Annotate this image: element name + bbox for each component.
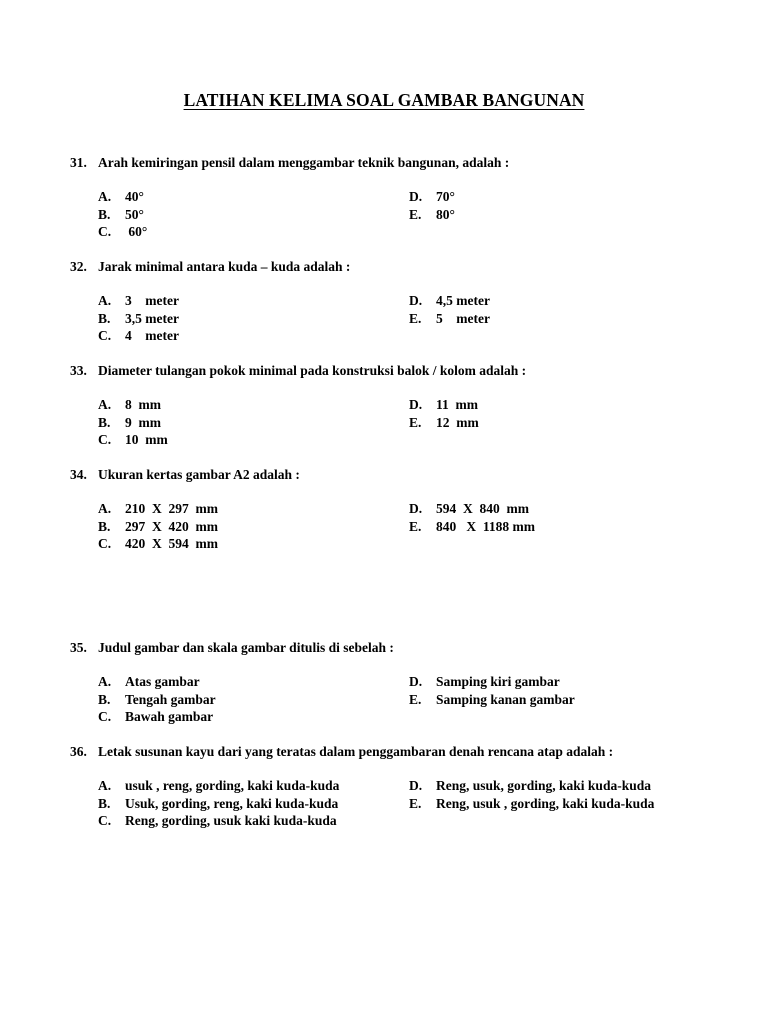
- option-text: 60°: [125, 224, 148, 239]
- option-text: Samping kanan gambar: [436, 691, 575, 707]
- question-prompt: Letak susunan kayu dari yang teratas dalam penggambaran denah rencana atap adalah :: [98, 744, 614, 759]
- option-d: [409, 396, 478, 414]
- option-e: [409, 206, 455, 224]
- option-e: [409, 310, 490, 328]
- option-a: [98, 292, 179, 310]
- option-a: [98, 188, 144, 206]
- option-text: Samping kiri gambar: [436, 674, 560, 689]
- question-text: [70, 639, 730, 657]
- option-letter: E.: [409, 310, 422, 326]
- option-text: 12 mm: [436, 414, 479, 430]
- question-prompt: Judul gambar dan skala gambar ditulis di sebelah :: [98, 640, 394, 655]
- option-text: 3 meter: [125, 293, 179, 308]
- option-b: [98, 310, 179, 328]
- option-a: [98, 396, 161, 414]
- question-text: [70, 362, 730, 380]
- question-text: [70, 258, 730, 276]
- option-text: 10 mm: [125, 432, 168, 447]
- question-text: [70, 154, 730, 172]
- option-letter: E.: [409, 691, 422, 707]
- option-text: 5 meter: [436, 310, 490, 326]
- option-text: Reng, gording, usuk kaki kuda-kuda: [125, 813, 337, 828]
- option-e: [409, 795, 654, 813]
- option-c: [98, 708, 213, 726]
- option-e: [409, 518, 535, 536]
- option-letter: D.: [409, 778, 423, 793]
- question-32: [70, 258, 730, 343]
- option-letter: D.: [409, 189, 423, 204]
- option-text: usuk , reng, gording, kaki kuda-kuda: [125, 778, 340, 793]
- option-b: [98, 518, 218, 536]
- option-letter: B.: [98, 310, 111, 326]
- option-text: 594 X 840 mm: [436, 501, 529, 516]
- option-c: [98, 431, 168, 449]
- option-letter: C.: [98, 432, 112, 447]
- question-33: [70, 362, 730, 447]
- option-letter: C.: [98, 224, 112, 239]
- option-a: [98, 500, 218, 518]
- option-letter: C.: [98, 709, 112, 724]
- option-text: Usuk, gording, reng, kaki kuda-kuda: [125, 795, 339, 811]
- question-text: [70, 466, 730, 484]
- option-b: [98, 691, 216, 709]
- option-letter: A.: [98, 674, 112, 689]
- option-b: [98, 414, 161, 432]
- option-letter: C.: [98, 328, 112, 343]
- option-letter: C.: [98, 536, 112, 551]
- option-b: [98, 795, 338, 813]
- option-e: [409, 691, 575, 709]
- question-number: 33.: [70, 363, 87, 378]
- option-text: 4,5 meter: [436, 293, 490, 308]
- question-prompt: Ukuran kertas gambar A2 adalah :: [98, 467, 300, 482]
- question-prompt: Arah kemiringan pensil dalam menggambar teknik bangunan, adalah :: [98, 155, 510, 170]
- option-c: [98, 327, 179, 345]
- option-text: 840 X 1188 mm: [436, 518, 535, 534]
- option-letter: B.: [98, 795, 111, 811]
- option-letter: E.: [409, 206, 422, 222]
- option-d: [409, 500, 529, 518]
- option-text: 210 X 297 mm: [125, 501, 218, 516]
- option-letter: D.: [409, 674, 423, 689]
- option-letter: D.: [409, 397, 423, 412]
- option-text: 80°: [436, 206, 455, 222]
- question-36: [70, 743, 730, 828]
- option-d: [409, 292, 490, 310]
- option-text: 70°: [436, 189, 455, 204]
- option-text: 40°: [125, 189, 144, 204]
- question-34: [70, 466, 730, 551]
- option-letter: E.: [409, 795, 422, 811]
- question-number: 31.: [70, 155, 87, 170]
- option-letter: E.: [409, 414, 422, 430]
- option-letter: D.: [409, 501, 423, 516]
- option-letter: B.: [98, 206, 111, 222]
- question-number: 32.: [70, 259, 87, 274]
- question-prompt: Diameter tulangan pokok minimal pada konstruksi balok / kolom adalah :: [98, 363, 527, 378]
- option-letter: B.: [98, 414, 111, 430]
- option-text: Bawah gambar: [125, 709, 214, 724]
- option-letter: A.: [98, 501, 112, 516]
- option-letter: A.: [98, 293, 112, 308]
- option-text: 11 mm: [436, 397, 478, 412]
- question-number: 35.: [70, 640, 87, 655]
- option-text: Reng, usuk, gording, kaki kuda-kuda: [436, 778, 651, 793]
- option-c: [98, 535, 218, 553]
- option-text: 3,5 meter: [125, 310, 179, 326]
- option-letter: E.: [409, 518, 422, 534]
- option-letter: B.: [98, 691, 111, 707]
- option-text: 420 X 594 mm: [125, 536, 218, 551]
- option-letter: A.: [98, 189, 112, 204]
- option-d: [409, 777, 651, 795]
- option-b: [98, 206, 144, 224]
- option-letter: B.: [98, 518, 111, 534]
- option-c: [98, 812, 337, 830]
- option-c: [98, 223, 147, 241]
- option-text: Atas gambar: [125, 674, 200, 689]
- question-text: [70, 743, 730, 761]
- option-text: 297 X 420 mm: [125, 518, 218, 534]
- option-letter: A.: [98, 397, 112, 412]
- option-a: [98, 777, 339, 795]
- option-d: [409, 188, 455, 206]
- option-letter: C.: [98, 813, 112, 828]
- option-text: 8 mm: [125, 397, 161, 412]
- question-number: 34.: [70, 467, 87, 482]
- question-31: [70, 154, 730, 239]
- option-letter: A.: [98, 778, 112, 793]
- page-title: LATIHAN KELIMA SOAL GAMBAR BANGUNAN: [183, 90, 585, 110]
- option-text: 9 mm: [125, 414, 161, 430]
- option-text: Tengah gambar: [125, 691, 216, 707]
- question-number: 36.: [70, 744, 87, 759]
- option-text: 4 meter: [125, 328, 179, 343]
- option-e: [409, 414, 479, 432]
- option-d: [409, 673, 560, 691]
- question-35: [70, 639, 730, 724]
- option-text: Reng, usuk , gording, kaki kuda-kuda: [436, 795, 655, 811]
- option-letter: D.: [409, 293, 423, 308]
- option-text: 50°: [125, 206, 144, 222]
- question-prompt: Jarak minimal antara kuda – kuda adalah :: [98, 259, 351, 274]
- option-a: [98, 673, 200, 691]
